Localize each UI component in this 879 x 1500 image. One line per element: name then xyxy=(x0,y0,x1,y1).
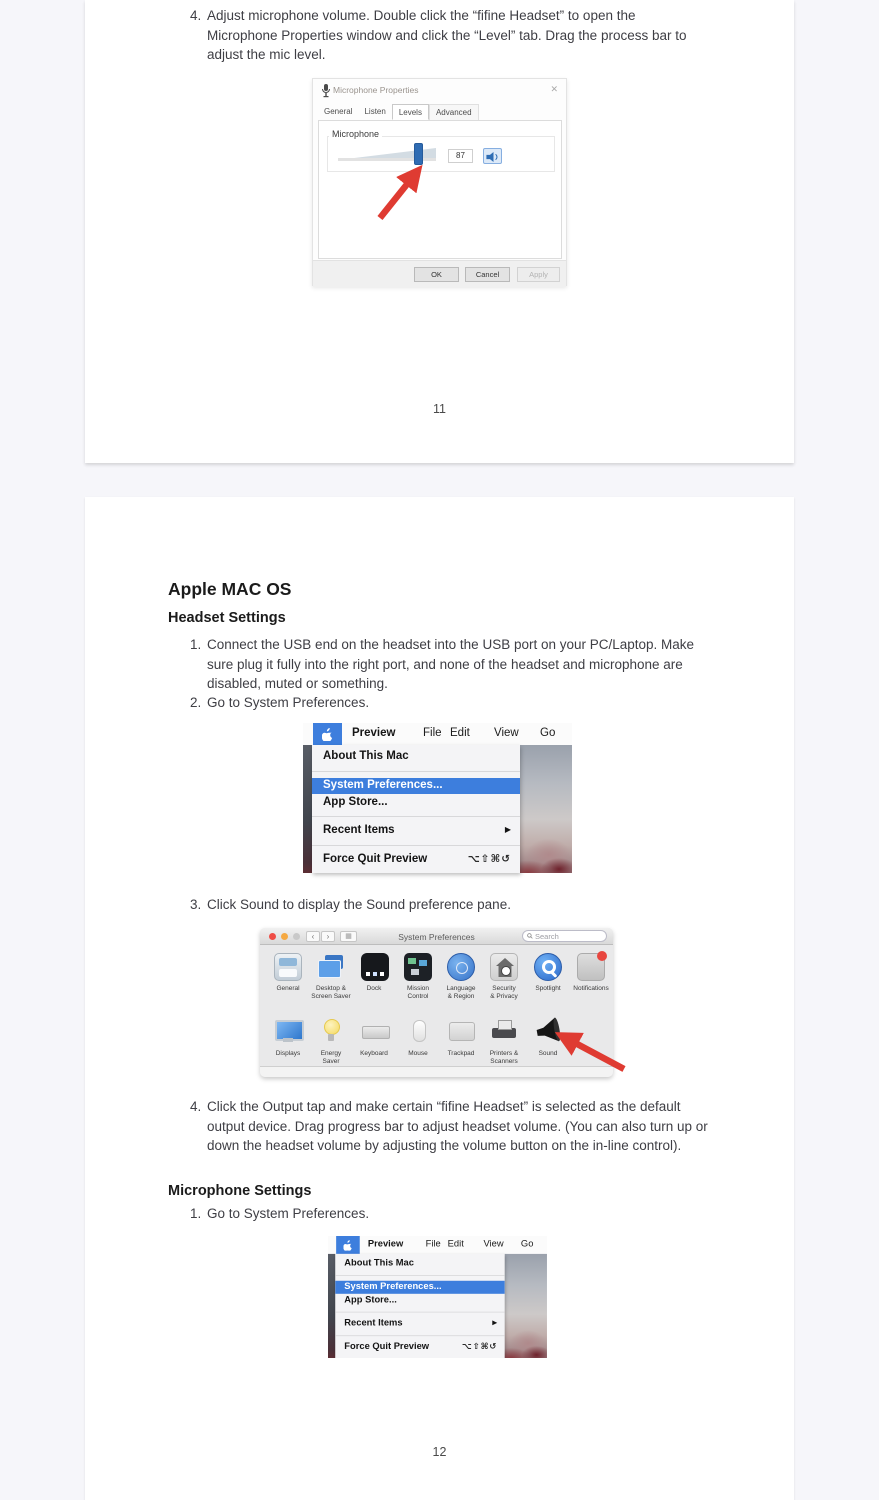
menu-separator xyxy=(312,845,520,846)
notifications-icon[interactable] xyxy=(577,953,605,981)
volume-slider-handle[interactable] xyxy=(414,143,423,165)
printers-scanners-icon[interactable] xyxy=(490,1017,518,1045)
menu-item-label: Recent Items xyxy=(344,1318,403,1328)
menu-item-label: Force Quit Preview xyxy=(323,853,428,865)
menu-item-label: App Store... xyxy=(323,796,388,808)
mission-control-icon[interactable] xyxy=(404,953,432,981)
menu-item-label: About This Mac xyxy=(344,1257,414,1268)
menu-item-label: System Preferences... xyxy=(344,1281,442,1292)
icon-label-desktop: Desktop & Screen Saver xyxy=(311,985,351,1000)
tab-listen[interactable]: Listen xyxy=(364,107,386,116)
window-titlebar xyxy=(260,928,613,945)
ok-button[interactable]: OK xyxy=(414,267,459,282)
instruction-step-1 xyxy=(190,635,708,694)
menubar-edit[interactable]: Edit xyxy=(450,727,470,739)
volume-level-value[interactable]: 87 xyxy=(448,149,473,163)
keyboard-icon[interactable] xyxy=(361,1017,389,1045)
back-button[interactable]: ‹ xyxy=(306,931,320,942)
desktop-screensaver-icon[interactable] xyxy=(317,953,345,981)
tab-general[interactable]: General xyxy=(324,107,353,116)
menubar-go[interactable]: Go xyxy=(540,727,556,739)
spotlight-icon[interactable] xyxy=(534,953,562,981)
apple-logo-icon xyxy=(343,1240,352,1251)
submenu-arrow-icon: ▶ xyxy=(492,1319,498,1327)
icon-label-keyboard: Keyboard xyxy=(360,1050,388,1057)
mouse-icon[interactable] xyxy=(404,1017,432,1045)
icon-label-mouse: Mouse xyxy=(408,1050,428,1057)
keyboard-shortcut: ⌥⇧⌘↺ xyxy=(461,1341,498,1352)
mute-speaker-button[interactable] xyxy=(483,148,502,164)
microphone-settings-heading: Microphone Settings xyxy=(168,1183,312,1199)
levels-tab-panel xyxy=(318,120,562,259)
microphone-icon xyxy=(321,84,331,98)
menu-item-label: System Preferences... xyxy=(323,779,443,791)
mac-menu-screenshot-1 xyxy=(303,723,572,873)
desktop-wallpaper xyxy=(505,1254,547,1358)
dialog-footer xyxy=(313,260,566,287)
mac-menubar xyxy=(303,723,572,745)
menubar-view[interactable]: View xyxy=(494,727,519,739)
section-title-apple-mac-os: Apple MAC OS xyxy=(168,579,292,599)
menu-separator xyxy=(335,1335,504,1336)
menubar-view[interactable]: View xyxy=(483,1239,504,1250)
apple-menu-button[interactable] xyxy=(313,723,342,745)
close-icon[interactable]: ✕ xyxy=(550,84,558,94)
instruction-mic-step-1 xyxy=(190,1204,708,1224)
menu-separator xyxy=(312,816,520,817)
energy-saver-icon[interactable] xyxy=(317,1017,345,1045)
apply-button[interactable]: Apply xyxy=(517,267,560,282)
security-privacy-icon[interactable] xyxy=(490,953,518,981)
step-text: Click the Output tap and make certain “fifine Headset” is selected as the default output device. Drag progress bar to adjust headset volume. (You can also turn up or down the headset volume by adjusting the volume button on the in-line control). xyxy=(207,1099,708,1154)
menubar-edit[interactable]: Edit xyxy=(447,1239,464,1250)
language-region-icon[interactable] xyxy=(447,953,475,981)
step-text: Connect the USB end on the headset into the USB port on your PC/Laptop. Make sure plug it fully into the right port, and none of the headset and microphone are disabled, muted or something. xyxy=(207,637,695,692)
dock-icon[interactable] xyxy=(361,953,389,981)
apple-logo-icon xyxy=(322,728,333,741)
window-bottom-edge xyxy=(260,1066,613,1077)
step-text: Go to System Preferences. xyxy=(207,1206,370,1221)
search-field[interactable] xyxy=(522,930,607,942)
page-number-11: 11 xyxy=(433,402,446,416)
menu-item-system-preferences[interactable] xyxy=(335,1281,504,1294)
system-preferences-window xyxy=(260,928,613,1077)
step-text: Adjust microphone volume. Double click the “fifine Headset” to open the Microphone Properties window and click the “Level” tab. Drag the process bar to adjust the mic level. xyxy=(207,8,687,63)
step-number: 2. xyxy=(190,695,202,710)
mac-menu-screenshot-2 xyxy=(328,1236,548,1358)
speaker-icon xyxy=(485,150,502,164)
icon-label-displays: Displays xyxy=(275,1050,301,1057)
forward-button[interactable]: › xyxy=(321,931,335,942)
preferences-icon-grid xyxy=(260,945,613,1066)
desktop-background-left xyxy=(303,745,312,873)
menubar-go[interactable]: Go xyxy=(520,1239,534,1250)
page-number-12: 12 xyxy=(432,1445,447,1459)
menu-separator xyxy=(312,771,520,772)
instruction-step-4-win xyxy=(190,6,708,65)
menu-separator xyxy=(335,1275,504,1276)
icon-label-dock: Dock xyxy=(366,985,382,992)
menu-item-label: App Store... xyxy=(344,1295,397,1306)
step-number: 4. xyxy=(190,1099,202,1114)
instruction-step-3 xyxy=(190,895,708,915)
icon-label-spotlight: Spotlight xyxy=(535,985,561,992)
dialog-tabs xyxy=(318,104,479,120)
microphone-group-box xyxy=(327,136,555,172)
icon-label-trackpad: Trackpad xyxy=(447,1050,475,1057)
microphone-group-label: Microphone xyxy=(329,129,382,139)
tab-advanced[interactable]: Advanced xyxy=(429,104,479,120)
document-page-12 xyxy=(85,497,794,1500)
step-number: 1. xyxy=(190,637,202,652)
headset-settings-heading: Headset Settings xyxy=(168,610,286,626)
menu-item-label: Recent Items xyxy=(323,824,395,836)
search-placeholder: Search xyxy=(535,931,559,941)
menubar-file[interactable]: File xyxy=(423,727,442,739)
menubar-app-name[interactable]: Preview xyxy=(352,727,396,739)
instruction-step-2 xyxy=(190,693,708,713)
icon-label-general: General xyxy=(276,985,300,992)
icon-label-security-privacy: Security & Privacy xyxy=(490,985,518,1000)
general-icon[interactable] xyxy=(274,953,302,981)
apple-dropdown-menu xyxy=(312,745,520,873)
menu-item-label: Force Quit Preview xyxy=(344,1341,430,1352)
displays-icon[interactable] xyxy=(274,1017,302,1045)
apple-menu-button[interactable] xyxy=(336,1236,360,1254)
keyboard-shortcut: ⌥⇧⌘↺ xyxy=(467,853,511,865)
submenu-arrow-icon: ▶ xyxy=(504,825,511,834)
menubar-app-name[interactable]: Preview xyxy=(367,1239,404,1250)
tab-levels[interactable]: Levels xyxy=(392,104,429,120)
icon-label-language-region: Language & Region xyxy=(446,985,476,1000)
dialog-title: Microphone Properties xyxy=(333,85,419,95)
step-number: 1. xyxy=(190,1206,202,1221)
dialog-titlebar xyxy=(313,79,566,103)
icon-label-notifications: Notifications xyxy=(573,985,609,992)
menu-item-label: About This Mac xyxy=(323,750,409,762)
icon-label-sound: Sound xyxy=(538,1050,558,1057)
apple-dropdown-menu xyxy=(335,1254,504,1358)
search-icon xyxy=(527,933,533,939)
menu-item-system-preferences[interactable] xyxy=(312,778,520,794)
mac-menubar xyxy=(328,1236,547,1254)
menubar-file[interactable]: File xyxy=(425,1239,441,1250)
step-number: 3. xyxy=(190,897,202,912)
desktop-wallpaper xyxy=(520,745,572,873)
cancel-button[interactable]: Cancel xyxy=(465,267,510,282)
show-all-grid-button[interactable]: ▦ xyxy=(340,931,357,942)
step-text: Click Sound to display the Sound preference pane. xyxy=(207,897,511,912)
document-page-11 xyxy=(85,0,794,463)
desktop-background-left xyxy=(328,1254,335,1358)
instruction-step-4-mac xyxy=(190,1097,708,1156)
icon-label-mission-control: Mission Control xyxy=(406,985,430,1000)
trackpad-icon[interactable] xyxy=(447,1017,475,1045)
window-title: System Preferences xyxy=(398,932,475,942)
menu-separator xyxy=(335,1312,504,1313)
icon-label-printers-scanners: Printers & Scanners xyxy=(489,1050,519,1065)
step-text: Go to System Preferences. xyxy=(207,695,370,710)
icon-label-energy-saver: Energy Saver xyxy=(320,1050,342,1065)
step-number: 4. xyxy=(190,8,202,23)
sound-icon[interactable] xyxy=(534,1017,562,1045)
microphone-properties-dialog xyxy=(312,78,567,286)
